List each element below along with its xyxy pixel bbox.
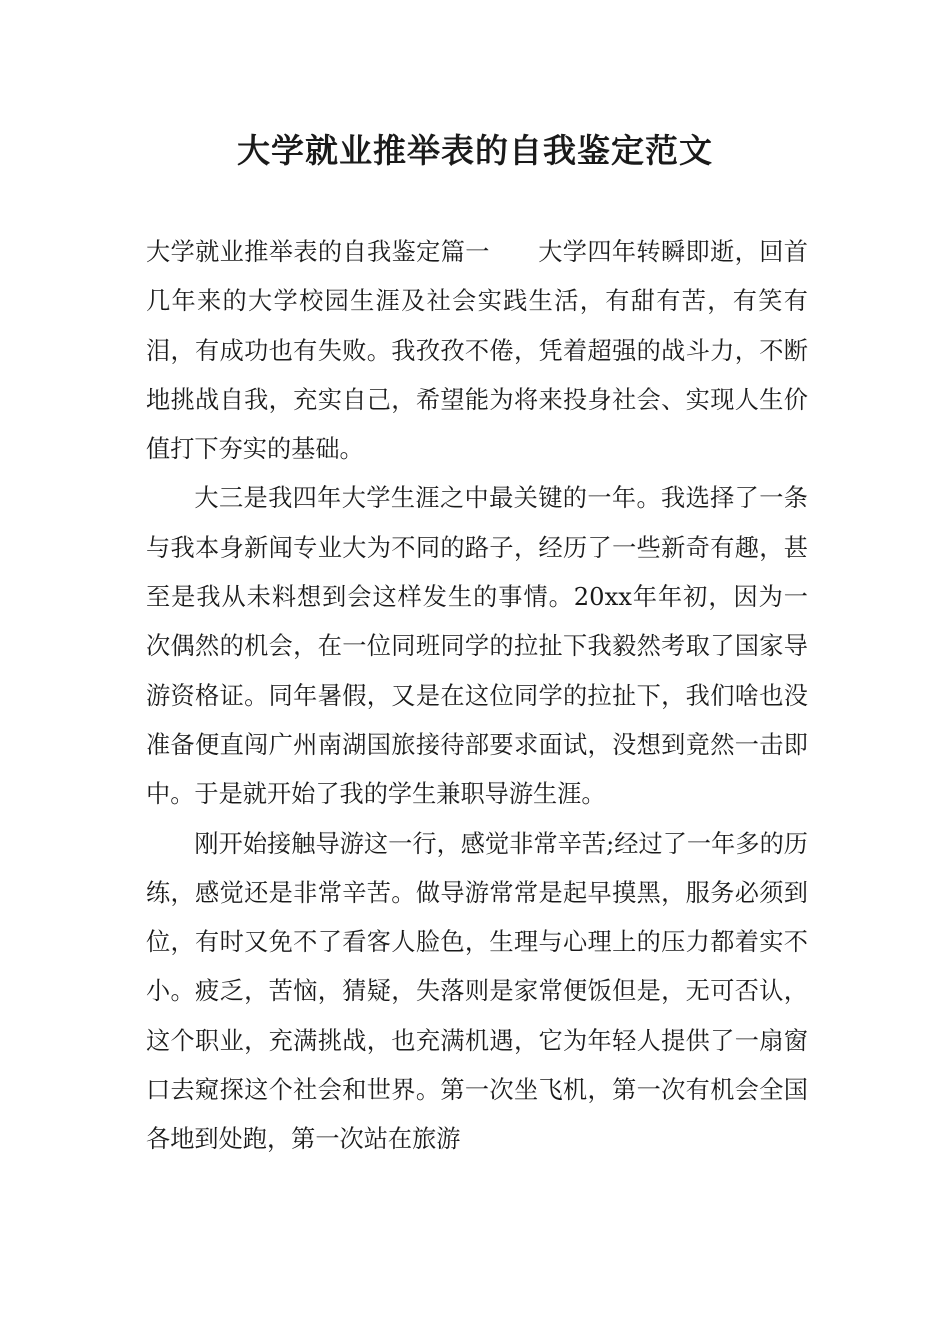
section-heading: 大学就业推举表的自我鉴定篇一 — [146, 238, 490, 266]
paragraph-text: 大学四年转瞬即逝，回首几年来的大学校园生涯及社会实践生活，有甜有苦，有笑有泪，有成功也有失败。我孜孜不倦，凭着超强的战斗力，不断地挑战自我，充实自己，希望能为将来投身社会、实现人生价值打下夯实的基础。 — [146, 238, 808, 464]
document-body — [146, 228, 808, 1165]
document-title: 大学就业推举表的自我鉴定范文 — [237, 131, 713, 170]
paragraph: 大三是我四年大学生涯之中最关键的一年。我选择了一条与我本身新闻专业大为不同的路子，经历了一些新奇有趣，甚至是我从未料想到会这样发生的事情。20xx年年初，因为一次偶然的机会，在一位同班同学的拉扯下我毅然考取了国家导游资格证。同年暑假，又是在这位同学的拉扯下，我们啥也没准备便直闯广州南湖国旅接待部要求面试，没想到竟然一击即中。于是就开始了我的学生兼职导游生涯。 — [146, 484, 808, 809]
paragraph-intro — [146, 228, 808, 474]
paragraph: 刚开始接触导游这一行，感觉非常辛苦;经过了一年多的历练，感觉还是非常辛苦。做导游常常是起早摸黑，服务必须到位，有时又免不了看客人脸色，生理与心理上的压力都着实不小。疲乏，苦恼，猜疑，失落则是家常便饭但是，无可否认，这个职业，充满挑战，也充满机遇，它为年轻人提供了一扇窗口去窥探这个社会和世界。第一次坐飞机，第一次有机会全国各地到处跑，第一次站在旅游 — [146, 829, 808, 1154]
